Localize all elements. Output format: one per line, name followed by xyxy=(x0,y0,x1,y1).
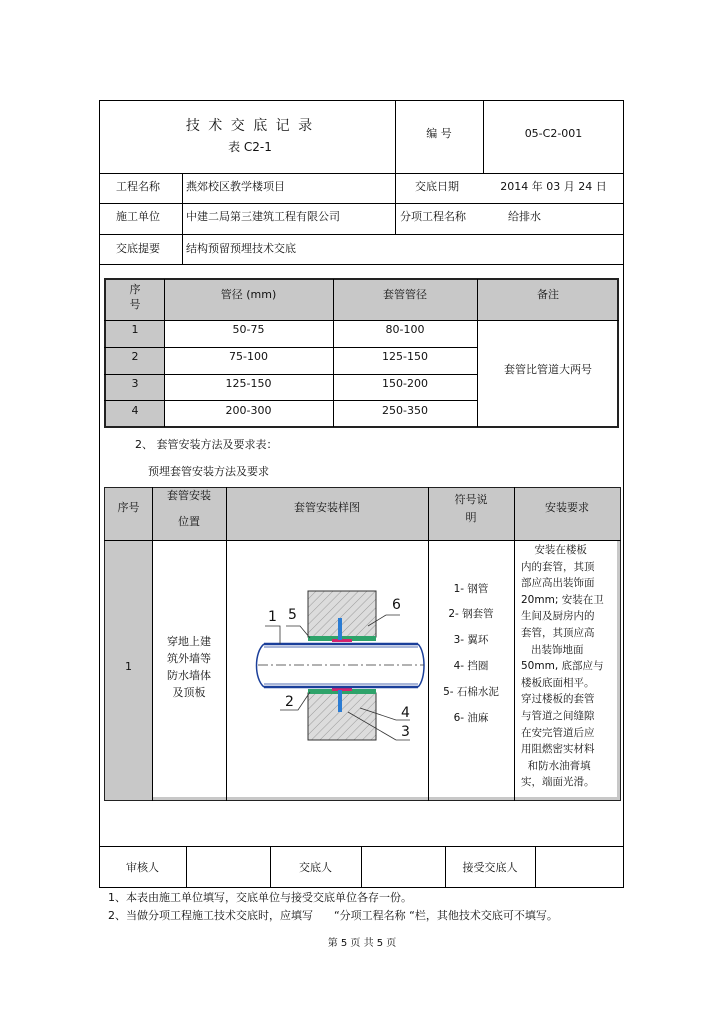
symbol-item: 5- 石棉水泥 xyxy=(443,686,499,698)
table2-header-symbol-1: 符号说 xyxy=(454,493,488,506)
symbol-item: 2- 钢套管 xyxy=(448,608,494,620)
steel-pipe xyxy=(264,644,418,687)
form-top-border xyxy=(99,100,624,101)
position-line: 防水墙体 xyxy=(167,669,211,682)
requirement-line: 和防水油膏填 xyxy=(521,759,591,772)
note-line-2: 2、当做分项工程施工技术交底时，应填写 “分项工程名称 “栏，其他技术交底可不填写。 xyxy=(108,909,558,922)
position-line: 穿地上建 xyxy=(167,635,211,648)
requirement-line: 在安完管道后应 xyxy=(521,726,595,739)
code-value: 05-C2-001 xyxy=(524,127,583,140)
info-row3-bottom xyxy=(99,264,624,265)
project-label: 工程名称 xyxy=(116,180,160,193)
requirement-line: 20mm; 安装在卫 xyxy=(521,593,604,606)
table1-row2-bottom xyxy=(104,374,477,375)
requirement-line: 部应高出装饰面 xyxy=(521,577,595,590)
page-number: 第 5 页 共 5 页 xyxy=(327,938,397,949)
requirement-line: 生间及厨房内的 xyxy=(521,610,595,623)
header-divider-2 xyxy=(483,100,484,174)
table1-header-bottom xyxy=(104,320,619,321)
pipe-inner-wall xyxy=(264,647,418,684)
table-cell-pipe: 50-75 xyxy=(232,323,265,336)
requirement-line: 50mm, 底部应与 xyxy=(521,660,604,673)
sleeve-installation-diagram xyxy=(228,560,426,760)
table-cell-sleeve: 125-150 xyxy=(382,350,428,363)
figure-label-6: 6 xyxy=(392,597,401,613)
table2-row-no: 1 xyxy=(125,660,132,673)
table2-col2 xyxy=(226,487,227,801)
form-left-border xyxy=(99,100,100,888)
table-cell-sleeve: 80-100 xyxy=(385,323,425,336)
requirement-line: 楼板底面相平。 xyxy=(521,676,595,689)
contractor-value: 中建二局第三建筑工程有限公司 xyxy=(186,210,340,223)
sig-div-1 xyxy=(186,846,187,887)
figure-label-4: 4 xyxy=(401,705,410,721)
table1-row1-bottom xyxy=(104,347,477,348)
requirement-line: 内的套管，其顶 xyxy=(521,560,595,573)
leader-5 xyxy=(286,626,310,638)
symbol-item: 1- 钢管 xyxy=(453,583,489,595)
table2-col4 xyxy=(514,487,515,801)
symbol-item: 6- 油麻 xyxy=(453,712,489,724)
symbol-item: 4- 挡圈 xyxy=(453,660,489,672)
contractor-label: 施工单位 xyxy=(116,210,160,223)
summary-value: 结构预留预埋技术交底 xyxy=(186,242,296,255)
requirement-line: 用阻燃密实材料 xyxy=(521,743,595,756)
figure-label-5: 5 xyxy=(288,607,297,623)
position-line: 及顶板 xyxy=(172,686,206,699)
form-bottom-border xyxy=(99,887,624,888)
pipe-right-break xyxy=(418,644,424,687)
table1-header-seq-line2: 号 xyxy=(129,298,141,311)
reviewer-label: 审核人 xyxy=(126,861,159,874)
table-row: 4 xyxy=(131,404,139,417)
leader-1 xyxy=(265,626,280,644)
table1-row3-bottom xyxy=(104,400,477,401)
requirement-line: 实，端面光滑。 xyxy=(521,776,595,789)
table2-header-position-1: 套管安装 xyxy=(167,489,211,502)
flange-ring-top xyxy=(338,618,342,640)
receiver-label: 接受交底人 xyxy=(462,861,518,874)
requirement-line: 穿过楼板的套管 xyxy=(521,693,595,706)
table-row: 1 xyxy=(131,323,139,336)
section2-subheading: 预埋套管安装方法及要求 xyxy=(148,465,269,478)
table2-header-bottom xyxy=(104,540,621,541)
table1-header-sleeve: 套管管径 xyxy=(383,288,427,301)
sig-div-3 xyxy=(361,846,362,887)
table-row: 2 xyxy=(131,350,139,363)
header-divider-1 xyxy=(395,100,396,234)
table2-position-cell xyxy=(152,633,226,701)
section2-heading: 2、 套管安装方法及要求表： xyxy=(135,438,278,451)
table2-header-requirement: 安装要求 xyxy=(545,501,589,514)
project-value: 燕郊校区教学楼项目 xyxy=(186,180,285,193)
sig-div-5 xyxy=(535,846,536,887)
info-divider-a xyxy=(182,173,183,265)
requirement-line: 与管道之间缝隙 xyxy=(521,710,595,722)
table2-header-seq: 序号 xyxy=(117,501,140,514)
table1-header-note: 备注 xyxy=(537,288,559,301)
discloser-label: 交底人 xyxy=(299,861,332,874)
table-cell-pipe: 75-100 xyxy=(229,350,268,363)
position-line: 筑外墙等 xyxy=(167,652,211,665)
table2-frame-right xyxy=(617,540,620,800)
pipe-left-break xyxy=(257,644,265,687)
table-cell-sleeve: 250-350 xyxy=(382,404,428,417)
note-line-1: 1、本表由施工单位填写，交底单位与接受交底单位各存一份。 xyxy=(108,891,412,904)
table2-frame-bottom xyxy=(105,797,620,800)
form-title: 技 术 交 底 记 录 xyxy=(185,118,315,134)
table-cell-pipe: 200-300 xyxy=(225,404,272,417)
figure-label-3: 3 xyxy=(401,724,410,740)
flange-ring-bottom xyxy=(338,690,342,712)
date-label: 交底日期 xyxy=(415,180,459,193)
table1-header-seq-line1: 序 xyxy=(129,283,141,296)
figure-label-1: 1 xyxy=(268,609,277,625)
form-right-border xyxy=(623,100,624,888)
table1-header-pipe: 管径 (mm) xyxy=(220,288,277,301)
requirement-line: 套管，其顶应高 xyxy=(521,627,595,639)
date-value: 2014 年 03 月 24 日 xyxy=(500,180,607,193)
subproject-label: 分项工程名称 xyxy=(400,210,466,223)
table2-header-symbol-2: 明 xyxy=(465,511,477,524)
table-cell-pipe: 125-150 xyxy=(225,377,272,390)
table2-header-figure: 套管安装样图 xyxy=(294,501,360,514)
subproject-value: 给排水 xyxy=(508,210,541,223)
table-row: 3 xyxy=(131,377,139,390)
form-number: 表 C2-1 xyxy=(228,140,272,154)
info-row1-bottom xyxy=(99,203,624,204)
requirement-line: 安装在楼板 xyxy=(521,544,587,556)
requirement-line: 出装饰地面 xyxy=(521,643,584,656)
header-bottom xyxy=(99,173,624,174)
info-row2-bottom xyxy=(99,234,624,235)
table-cell-sleeve: 150-200 xyxy=(382,377,428,390)
table1-note: 套管比管道大两号 xyxy=(504,363,592,376)
summary-label: 交底提要 xyxy=(116,242,160,255)
table2-header-position-2: 位置 xyxy=(178,515,200,528)
figure-label-2: 2 xyxy=(285,694,294,710)
symbol-item: 3- 翼环 xyxy=(453,634,489,646)
code-label: 编 号 xyxy=(426,127,452,140)
